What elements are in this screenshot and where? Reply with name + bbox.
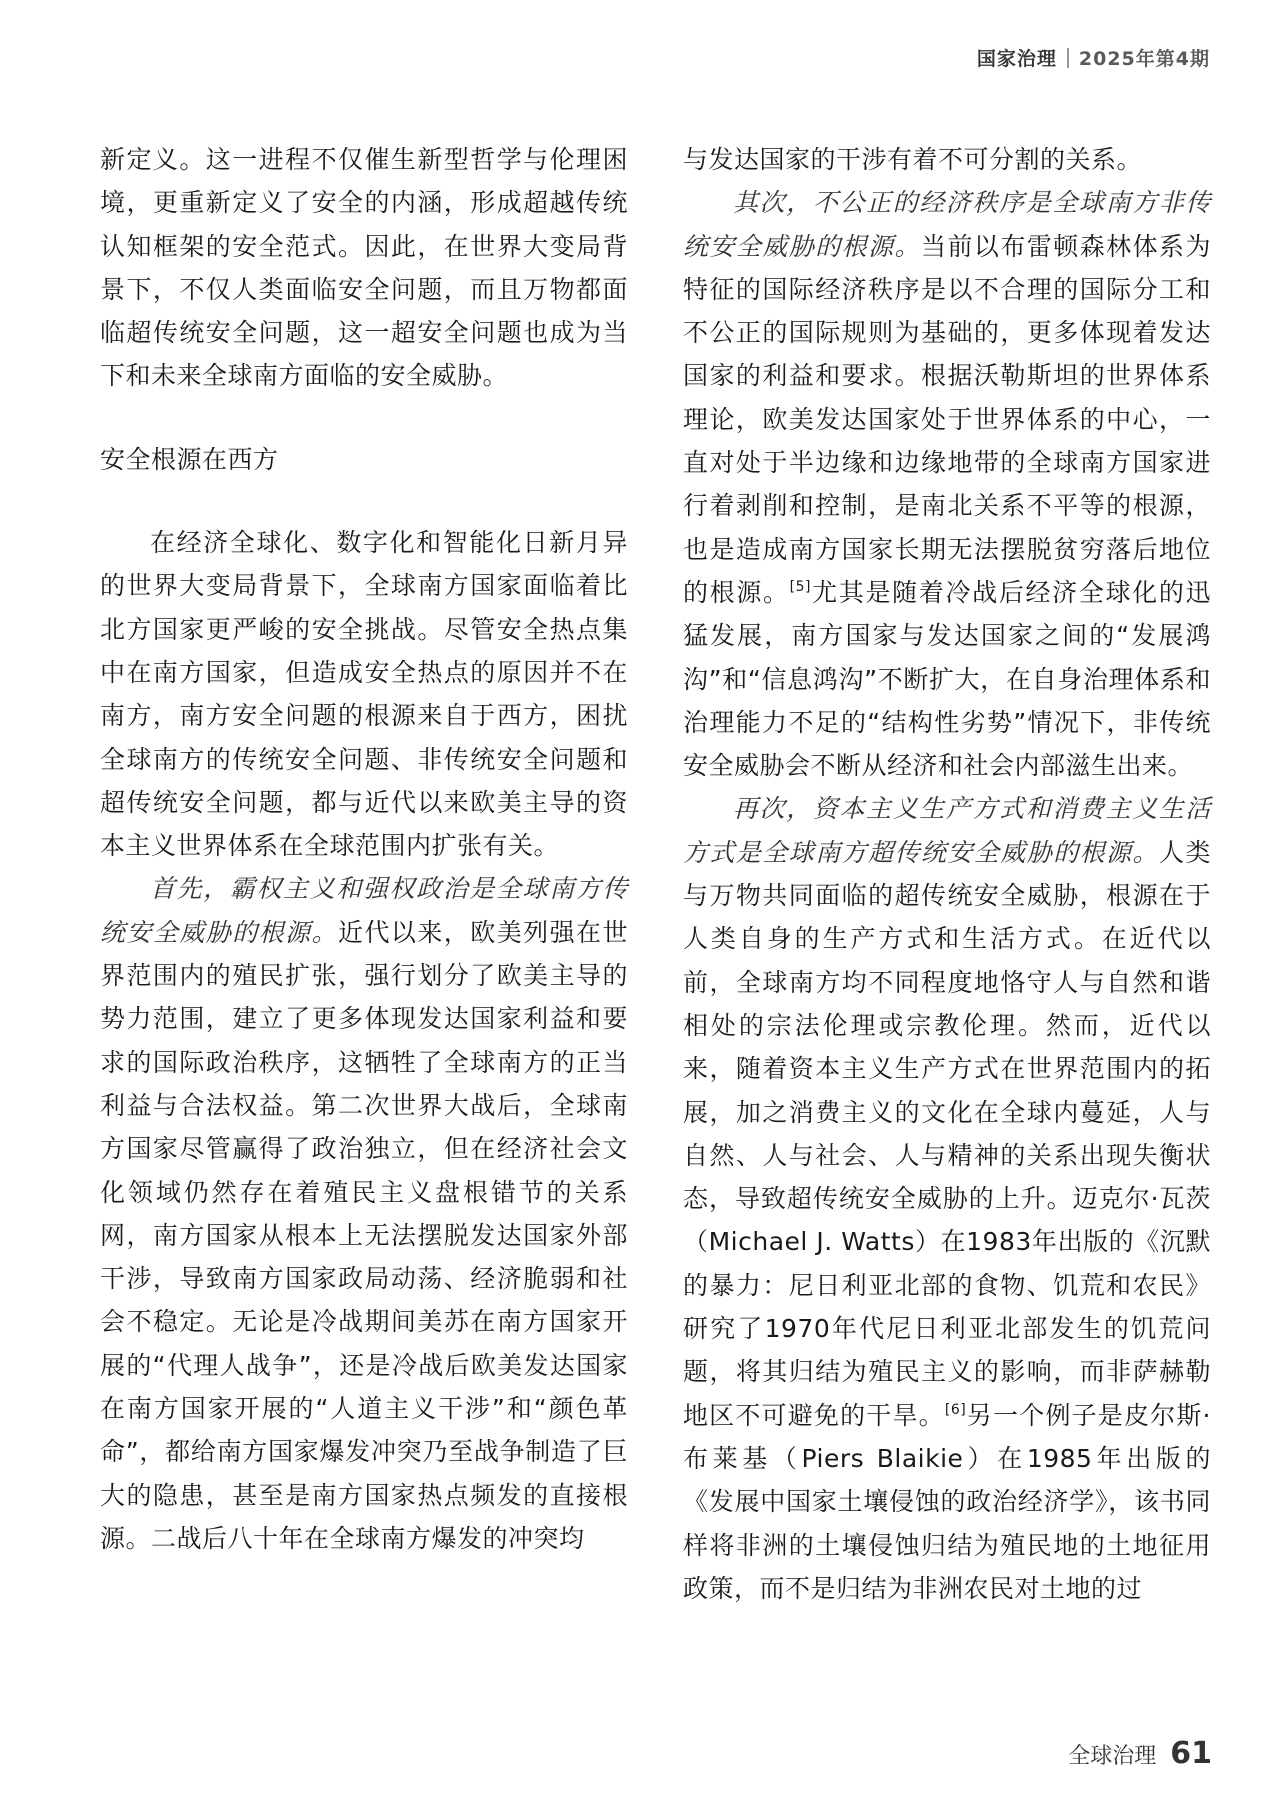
paragraph-continued: 新定义。这一进程不仅催生新型哲学与伦理困境，更重新定义了安全的内涵，形成超越传统认知框架的安全范式。因此，在世界大变局背景下，不仅人类面临安全问题，而且万物都面临超传统安全问题，这一超安全问题也成为当下和未来全球南方面临的安全威胁。	[100, 145, 628, 391]
section-heading: 安全根源在西方	[100, 444, 279, 474]
paragraph-second-point	[683, 181, 1211, 787]
paragraph-intro: 在经济全球化、数字化和智能化日新月异的世界大变局背景下，全球南方国家面临着比北方国家更严峻的安全挑战。尽管安全热点集中在南方国家，但造成安全热点的原因并不在南方，南方安全问题的根源来自于西方，困扰全球南方的传统安全问题、非传统安全问题和超传统安全问题，都与近代以来欧美主导的资本主义世界体系在全球范围内扩张有关。	[100, 528, 628, 861]
running-header	[977, 44, 1210, 71]
footer-section-name: 全球治理	[1068, 1744, 1157, 1769]
paragraph-first-point-text: 近代以来，欧美列强在世界范围内的殖民扩张，强行划分了欧美主导的势力范围，建立了更多体现发达国家利益和要求的国际政治秩序，这牺牲了全球南方的正当利益与合法权益。第二次世界大战后，全球南方国家尽管赢得了政治独立，但在经济社会文化领域仍然存在着殖民主义盘根错节的关系网，南方国家从根本上无法摆脱发达国家外部干涉，导致南方国家政局动荡、经济脆弱和社会不稳定。无论是冷战期间美苏在南方国家开展的“代理人战争”，还是冷战后欧美发达国家在南方国家开展的“人道主义干涉”和“颜色革命”，都给南方国家爆发冲突乃至战争制造了巨大的隐患，甚至是南方国家热点频发的直接根源。二战后八十年在全球南方爆发的冲突均	[100, 917, 628, 1553]
page-footer	[1068, 1736, 1212, 1771]
left-column	[100, 138, 628, 1560]
page-number: 61	[1170, 1736, 1212, 1771]
emphasis-first-point: 首先，霸权主义和强权政治是全球南方传统安全威胁的根源。	[100, 874, 628, 947]
footnote-ref-6: [6]	[944, 1401, 967, 1418]
paragraph-continued-right: 与发达国家的干涉有着不可分割的关系。	[683, 145, 1143, 174]
header-divider	[1067, 48, 1069, 68]
right-column	[683, 138, 1211, 1610]
paragraph-third-point	[683, 787, 1211, 1610]
paragraph-first-point	[100, 867, 628, 1560]
footnote-ref-5: [5]	[789, 578, 812, 595]
paragraph-third-point-text-b: 另一个例子是皮尔斯·布莱基（Piers Blaikie）在1985年出版的《发展中国家土壤侵蚀的政治经济学》，该书同样将非洲的土壤侵蚀归结为殖民地的土地征用政策，而不是归结为非洲农民对土地的过	[683, 1400, 1211, 1603]
issue-label: 2025年第4期	[1078, 48, 1210, 70]
paragraph-third-point-text-a: 人类与万物共同面临的超传统安全威胁，根源在于人类自身的生产方式和生活方式。在近代以前，全球南方均不同程度地恪守人与自然和谐相处的宗法伦理或宗教伦理。然而，近代以来，随着资本主义生产方式在世界范围内的拓展，加之消费主义的文化在全球内蔓延，人与自然、人与社会、人与精神的关系出现失衡状态，导致超传统安全威胁的上升。迈克尔·瓦茨（Michael J. Watts）在1983年出版的《沉默的暴力：尼日利亚北部的食物、饥荒和农民》研究了1970年代尼日利亚北部发生的饥荒问题，将其归结为殖民主义的影响，而非萨赫勒地区不可避免的干旱。	[683, 837, 1211, 1430]
emphasis-third-point: 再次，资本主义生产方式和消费主义生活方式是全球南方超传统安全威胁的根源。	[683, 794, 1211, 867]
journal-name: 国家治理	[976, 48, 1057, 70]
paragraph-second-point-text-a: 当前以布雷顿森林体系为特征的国际经济秩序是以不合理的国际分工和不公正的国际规则为基础的，更多体现着发达国家的利益和要求。根据沃勒斯坦的世界体系理论，欧美发达国家处于世界体系的中心，一直对处于半边缘和边缘地带的全球南方国家进行着剥削和控制，是南北关系不平等的根源，也是造成南方国家长期无法摆脱贫穷落后地位的根源。	[683, 231, 1211, 607]
emphasis-second-point: 其次，不公正的经济秩序是全球南方非传统安全威胁的根源。	[683, 188, 1211, 261]
paragraph-second-point-text-b: 尤其是随着冷战后经济全球化的迅猛发展，南方国家与发达国家之间的“发展鸿沟”和“信息鸿沟”不断扩大，在自身治理体系和治理能力不足的“结构性劣势”情况下，非传统安全威胁会不断从经济和社会内部滋生出来。	[683, 577, 1211, 781]
